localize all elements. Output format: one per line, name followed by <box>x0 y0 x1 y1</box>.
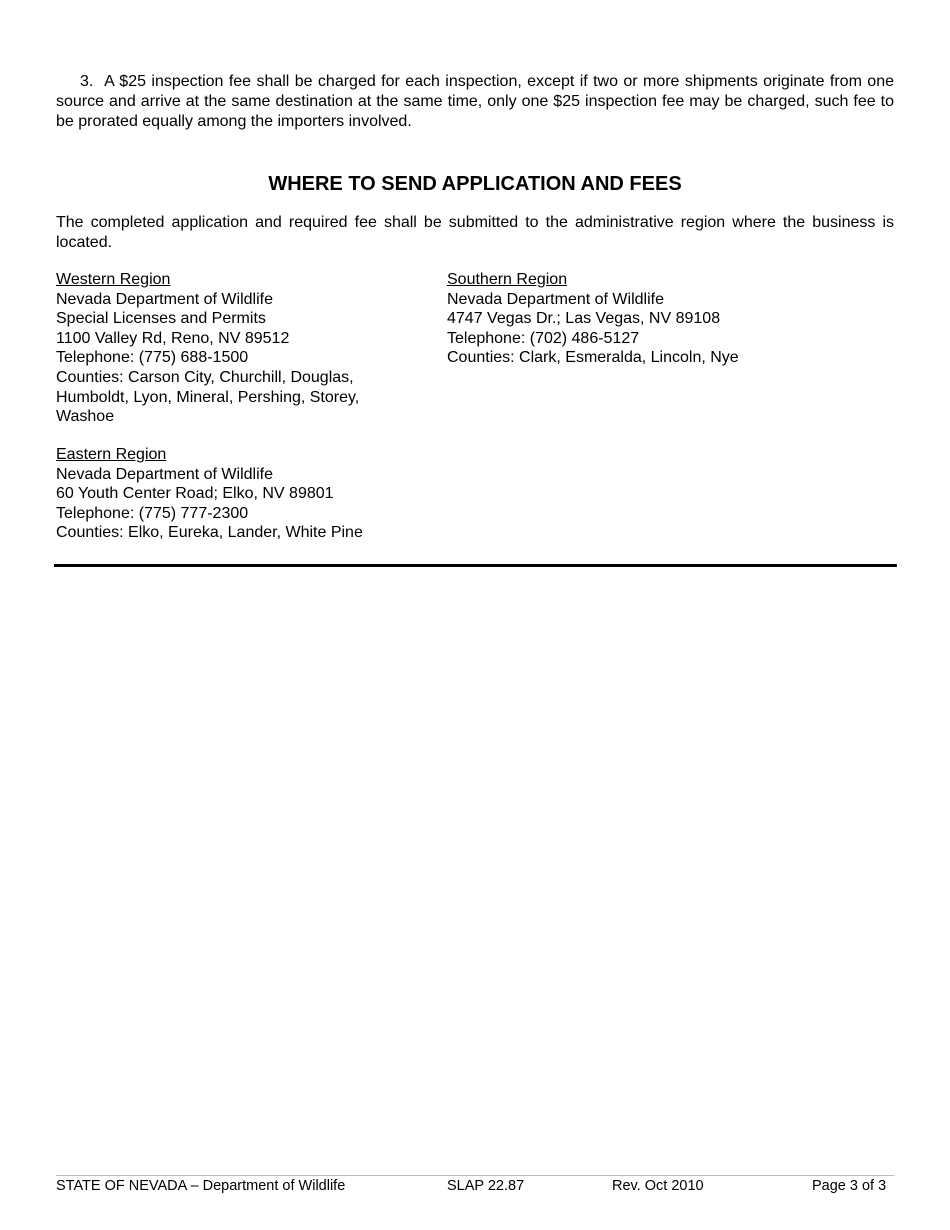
paragraph-number: 3. <box>80 73 94 90</box>
footer-form-number: SLAP 22.87 <box>447 1178 525 1194</box>
section-heading: WHERE TO SEND APPLICATION AND FEES <box>268 173 682 195</box>
southern-region-title: Southern Region <box>447 271 568 288</box>
paragraph-text: A $25 inspection fee shall be charged for each inspection, except if two or more shipments originate from one source and arrive at the same destination at the same time, only one $25 inspection fee may be charged, such fee to be prorated equally among the importers involved. <box>56 73 894 130</box>
footer-agency: STATE OF NEVADA – Department of Wildlife <box>56 1178 346 1194</box>
eastern-region-line: Telephone: (775) 777-2300 <box>56 504 249 522</box>
footer-page-number: Page 3 of 3 <box>812 1178 887 1194</box>
southern-region-block <box>447 270 739 368</box>
eastern-region-line: Nevada Department of Wildlife <box>56 465 273 483</box>
eastern-region-line: Counties: Elko, Eureka, Lander, White Pine <box>56 524 363 542</box>
western-region-line: Telephone: (775) 688-1500 <box>56 349 249 367</box>
eastern-region-line: 60 Youth Center Road; Elko, NV 89801 <box>56 485 334 503</box>
southern-region-line: 4747 Vegas Dr.; Las Vegas, NV 89108 <box>447 310 721 328</box>
section-divider <box>54 564 897 567</box>
western-region-line: Washoe <box>56 408 115 426</box>
western-region-line: Humboldt, Lyon, Mineral, Pershing, Storey, <box>56 388 360 406</box>
document-body <box>56 72 894 251</box>
section-intro: The completed application and required fee shall be submitted to the administrative region where the business is located. <box>56 214 894 251</box>
southern-region-line: Nevada Department of Wildlife <box>447 290 664 308</box>
western-region-line: Nevada Department of Wildlife <box>56 290 273 308</box>
western-region-line: 1100 Valley Rd, Reno, NV 89512 <box>56 329 290 347</box>
southern-region-line: Telephone: (702) 486-5127 <box>447 329 640 347</box>
paragraph-3 <box>56 72 894 132</box>
footer-revision: Rev. Oct 2010 <box>612 1178 704 1194</box>
western-region-block <box>56 270 359 427</box>
southern-region-line: Counties: Clark, Esmeralda, Lincoln, Nye <box>447 349 739 367</box>
western-region-line: Special Licenses and Permits <box>56 310 266 328</box>
eastern-region-title: Eastern Region <box>56 446 167 463</box>
western-region-line: Counties: Carson City, Churchill, Douglas, <box>56 368 354 386</box>
western-region-title: Western Region <box>56 271 171 288</box>
eastern-region-block <box>56 445 363 543</box>
footer-divider <box>56 1175 894 1176</box>
